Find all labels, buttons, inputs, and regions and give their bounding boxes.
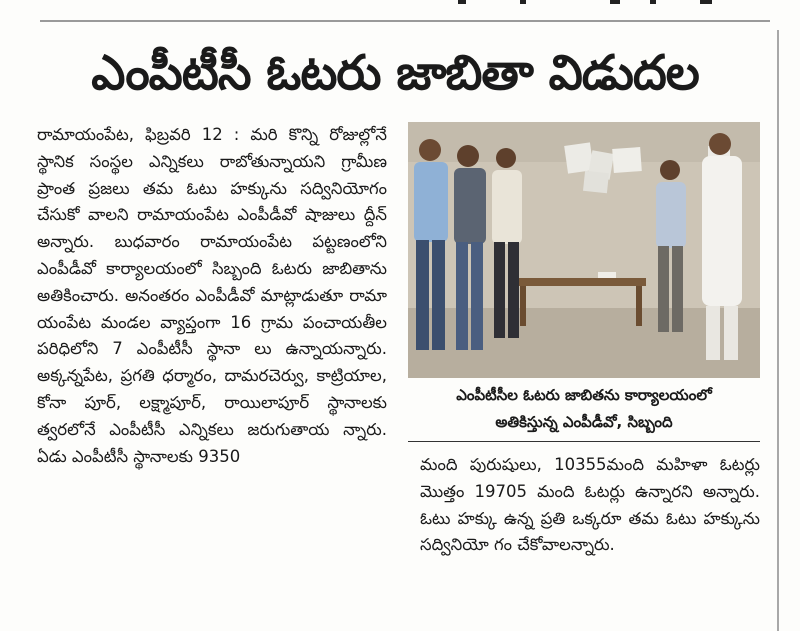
headline: ఎంపీటీసీ ఓటరు జాబితా విడుదల [91, 45, 699, 101]
article-right-column [420, 452, 760, 559]
photo-caption [408, 378, 760, 442]
top-edge-marks [0, 0, 800, 14]
article-body-right: మంది పురుషులు, 10355మంది మహిళా ఓటర్లు మొత్తం 19705 మంది ఓటర్లు ఉన్నారని అన్నారు. ఓటు హక్కు ఉన్న ప్రతి ఒక్కరూ తమ ఓటు హక్కును సద్వినియో గం చేకోవాలన్నారు. [420, 455, 760, 555]
article-left-column [37, 122, 387, 470]
column-divider [777, 30, 779, 631]
top-divider [40, 20, 770, 22]
article-body-left: రామాయంపేట, ఫిబ్రవరి 12 : మరి కొన్ని రోజుల్లోనే స్థానిక సంస్థల ఎన్నికలు రాబోతున్నాయని గ్రామీణ ప్రాంత ప్రజలు తమ ఓటు హక్కును సద్వినియోగం చేసుకో వాలని రామాయంపేట ఎంపీడీవో షాజులు ద్దీన్ అన్నారు. బుధవారం రామాయంపేట పట్టణంలోని ఎంపీడీవో కార్యాలయంలో సిబ్బంది ఓటరు జాబితాను అతికించారు. అనంతరం ఎంపీడీవో మాట్లాడుతూ రామా యంపేట మండల వ్యాప్తంగా 16 గ్రామ పంచాయతీల పరిధిలోని 7 ఎంపీటీసీ స్థానా లు ఉన్నాయన్నారు. అక్కన్నపేట, ప్రగతి ధర్మారం, దామరచెర్వు, కాట్రియాల, కోనా పూర్, లక్ష్మాపూర్, రాయిలాపూర్ స్థానాలకు త్వరలోనే ఎంపీటీసీ ఎన్నికలు జరుగుతాయ న్నారు. ఏడు ఎంపీటీసీ స్థానాలకు 9350 [37, 125, 387, 466]
caption-line-2: అతికిస్తున్న ఎంపీడీవో, సిబ్బంది [495, 413, 673, 431]
news-photo [408, 122, 760, 378]
caption-line-1: ఎంపీటీసీల ఓటరు జాబితను కార్యాలయంలో [456, 386, 712, 404]
